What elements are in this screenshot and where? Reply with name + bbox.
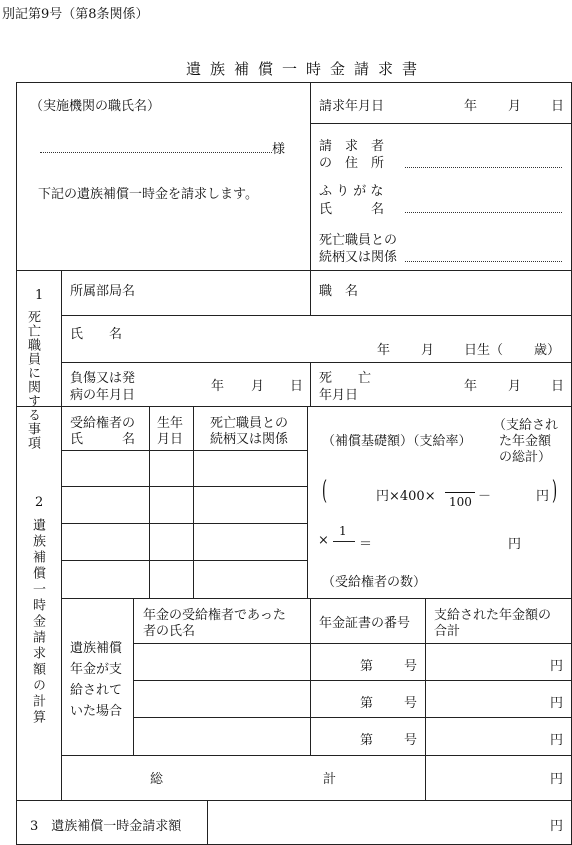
claimant-address-line[interactable] (405, 167, 562, 168)
sec2-title: 遺族補償一時金請求額の計算 (30, 518, 45, 726)
formula-fraction-bar-2 (333, 541, 355, 542)
injury-day: 日 (290, 379, 304, 394)
formula-yen-400: 円×400× (376, 489, 436, 504)
date-month: 月 (508, 99, 522, 114)
agency-label: （実施機関の職氏名） (30, 99, 161, 114)
date-day: 日 (551, 99, 565, 114)
paid-yen: 円 (550, 696, 564, 711)
col-holder-name-2: 氏 名 (70, 432, 136, 447)
calc-label-paid-1: （支給され (493, 418, 559, 433)
holder-row[interactable] (62, 561, 306, 597)
claimant-label-2: の 住 所 (319, 156, 385, 171)
birth-day: 日生（ (464, 343, 504, 358)
relation-label-2: 続柄又は関係 (319, 250, 398, 265)
calc-label-paid-3: の総計） (499, 450, 552, 465)
col-birth-2: 月日 (157, 432, 184, 447)
total-label-2: 計 (323, 772, 337, 787)
request-date-label: 請求年月日 (319, 99, 385, 114)
relation-label-1: 死亡職員との (319, 233, 398, 248)
calc-label-paid-2: た年金額 (499, 434, 552, 449)
furigana-label-2: 氏 名 (319, 202, 385, 217)
pension-case-label: 遺族補償 年金が支 給されて いた場合 (70, 641, 123, 719)
claimant-label-1: 請 求 者 (319, 139, 385, 154)
total-yen: 円 (550, 772, 564, 787)
death-year: 年 (464, 379, 478, 394)
injury-label-1: 負傷又は発 (70, 371, 136, 386)
form-title: 遺族補償一時金請求書 (186, 60, 427, 78)
cert-go: 号 (404, 733, 418, 748)
right-paren: ) (552, 476, 558, 506)
col-holder-name-1: 受給権者の (70, 416, 136, 431)
col-relation-1: 死亡職員との (210, 416, 289, 431)
form-number: 別記第9号（第8条関係） (2, 7, 149, 22)
deceased-name-label: 氏 名 (70, 327, 123, 342)
col-birth-1: 生年 (157, 416, 184, 431)
sec1-number: 1 (35, 288, 44, 303)
date-year: 年 (464, 99, 478, 114)
num-holders-label: （受給権者の数） (322, 575, 427, 590)
sec3-label: 3 遺族補償一時金請求額 (30, 819, 182, 834)
formula-fraction-bar (445, 492, 475, 493)
death-label-2: 年月日 (319, 388, 359, 403)
claimant-name-line[interactable] (405, 212, 562, 213)
injury-year: 年 (211, 379, 225, 394)
post-label: 職 名 (319, 284, 359, 299)
formula-yen-2: 円 (536, 489, 550, 504)
death-label-1: 死 亡 (319, 371, 372, 386)
holder-row[interactable] (62, 487, 306, 522)
calc-label-base-rate: （補償基礎額）（支給率） (322, 434, 472, 449)
cert-dai: 第 (360, 659, 374, 674)
dept-label: 所属部局名 (70, 284, 136, 299)
formula-minus: － (478, 489, 492, 504)
formula-denominator: 100 (449, 495, 472, 509)
holder-row[interactable] (62, 524, 306, 559)
injury-month: 月 (251, 379, 265, 394)
holder-row[interactable] (62, 451, 306, 485)
prev-holder-label-2: 者の氏名 (143, 624, 196, 639)
formula-one: 1 (339, 524, 347, 538)
sec1-title: 死亡職員に関する事項 (25, 310, 40, 450)
sec2-number: 2 (35, 495, 44, 510)
total-label-1: 総 (150, 772, 164, 787)
prev-holder-label-1: 年金の受給権者であった (143, 608, 286, 623)
honorific: 様 (272, 142, 286, 157)
paid-total-label-1: 支給された年金額の (434, 608, 552, 623)
cert-go: 号 (404, 696, 418, 711)
cert-go: 号 (404, 659, 418, 674)
death-day: 日 (551, 379, 565, 394)
cert-number-label: 年金証書の番号 (319, 616, 411, 631)
col-relation-2: 続柄又は関係 (210, 432, 289, 447)
birth-month: 月 (421, 343, 435, 358)
furigana-label-1: ふ り が な (319, 184, 384, 199)
age-label: 歳） (534, 343, 561, 358)
formula-result-yen: 円 (508, 537, 522, 552)
cert-dai: 第 (360, 696, 374, 711)
request-text: 下記の遺族補償一時金を請求します。 (38, 187, 258, 202)
paid-yen: 円 (550, 659, 564, 674)
cert-dai: 第 (360, 733, 374, 748)
injury-label-2: 病の年月日 (70, 388, 136, 403)
left-paren: ( (322, 476, 328, 506)
death-month: 月 (508, 379, 522, 394)
relation-line[interactable] (405, 261, 562, 262)
formula-times: × (318, 533, 329, 548)
birth-year: 年 (377, 343, 391, 358)
formula-equals: ＝ (359, 537, 373, 552)
paid-yen: 円 (550, 733, 564, 748)
sec3-yen: 円 (550, 819, 564, 834)
paid-total-label-2: 合計 (434, 624, 461, 639)
agency-name-line[interactable] (40, 152, 272, 153)
